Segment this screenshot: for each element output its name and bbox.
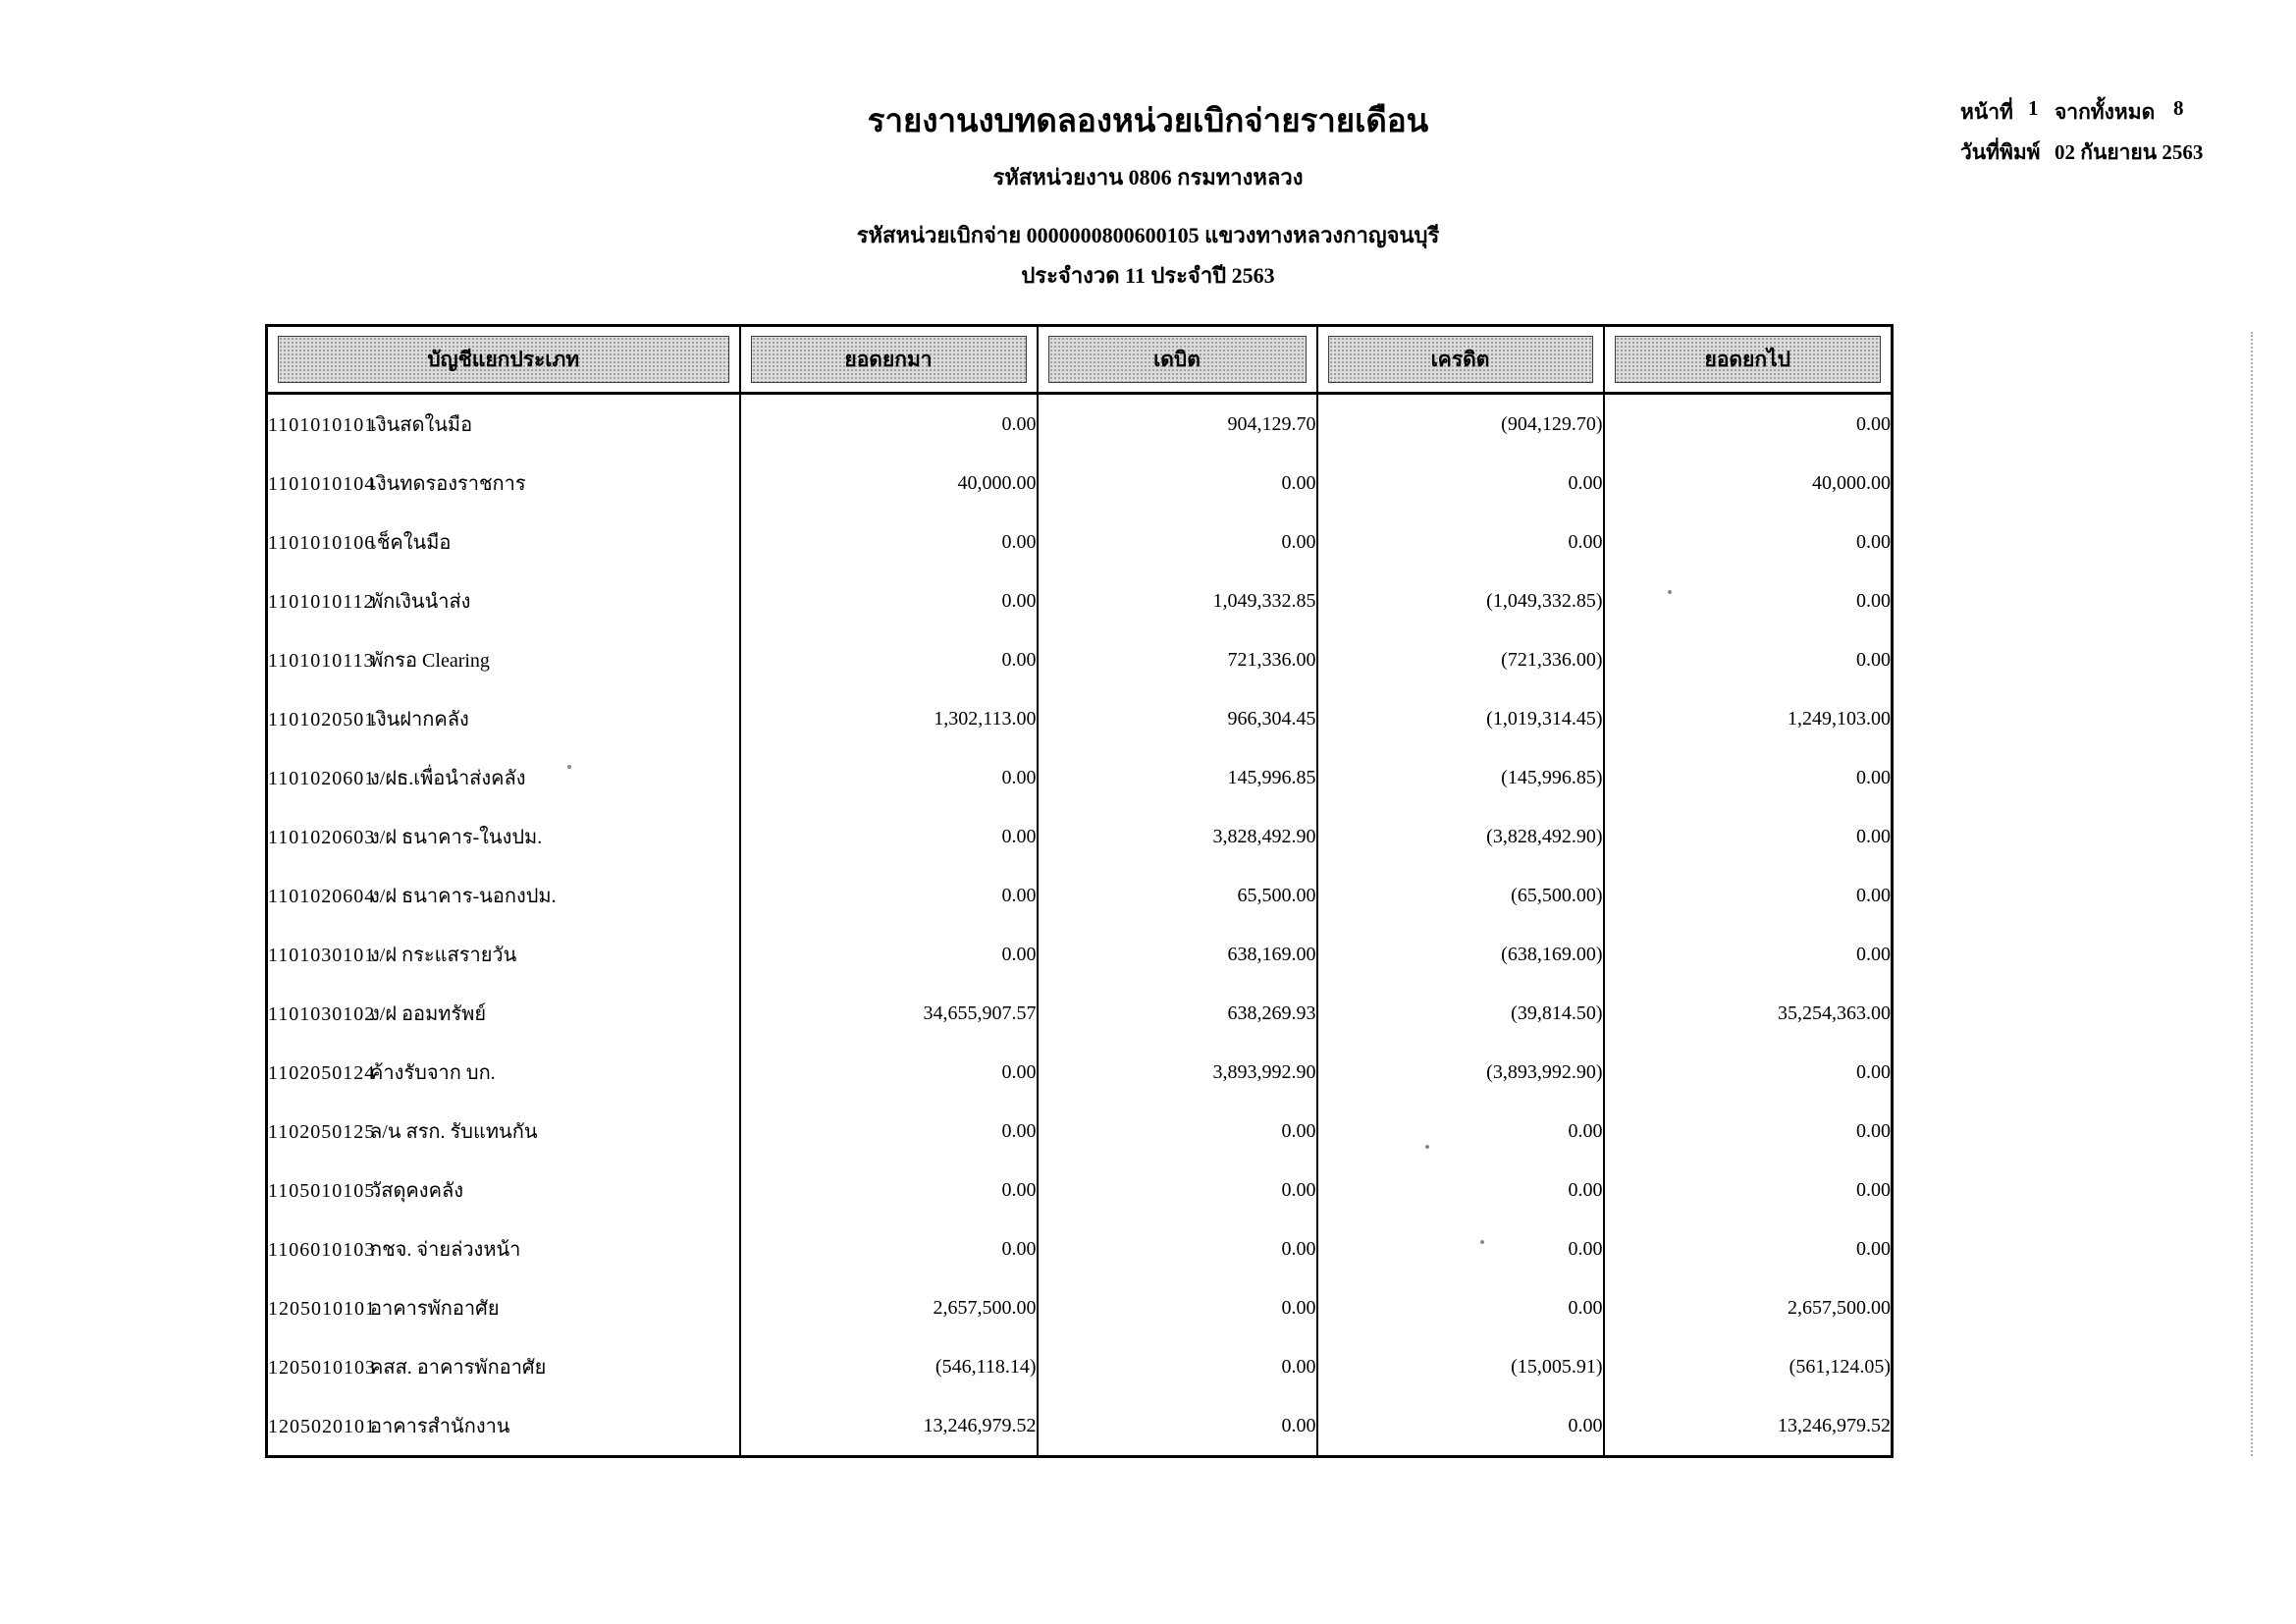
brought-forward-value: 0.00 [740,807,1038,866]
credit-value: (1,019,314.45) [1317,689,1604,748]
brought-forward-value: 13,246,979.52 [740,1396,1038,1457]
account-code: 1101020604 [268,886,376,907]
carried-forward-value: 0.00 [1604,630,1893,689]
account-cell [267,1337,740,1396]
credit-value: (1,049,332.85) [1317,571,1604,630]
debit-value: 1,049,332.85 [1038,571,1317,630]
table-row [267,1337,1893,1396]
brought-forward-value: 2,657,500.00 [740,1278,1038,1337]
table-row [267,807,1893,866]
carried-forward-value: 0.00 [1604,748,1893,807]
brought-forward-value: 0.00 [740,748,1038,807]
carried-forward-value: 0.00 [1604,1102,1893,1161]
carried-forward-value: 0.00 [1604,394,1893,455]
brought-forward-value: 0.00 [740,1043,1038,1102]
header-credit-label: เครดิต [1328,336,1593,383]
table-row [267,394,1893,455]
table-row [267,1278,1893,1337]
brought-forward-value: 0.00 [740,394,1038,455]
table-row [267,571,1893,630]
credit-value: 0.00 [1317,1161,1604,1219]
page-title: รายงานงบทดลองหน่วยเบิกจ่ายรายเดือน [867,104,1429,139]
print-date-label: วันที่พิมพ์ [1960,140,2041,164]
account-code: 1101030101 [268,945,376,966]
account-name: ล/น สรก. รับแทนกัน [370,1121,538,1143]
account-cell [267,807,740,866]
account-cell [267,1278,740,1337]
carried-forward-value: (561,124.05) [1604,1337,1893,1396]
credit-value: (721,336.00) [1317,630,1604,689]
carried-forward-value: 0.00 [1604,571,1893,630]
account-cell [267,513,740,571]
brought-forward-value: 0.00 [740,630,1038,689]
account-cell [267,866,740,925]
header-debit-label: เดบิต [1048,336,1307,383]
debit-value: 0.00 [1038,1161,1317,1219]
credit-value: (145,996.85) [1317,748,1604,807]
debit-value: 638,169.00 [1038,925,1317,984]
account-cell [267,1161,740,1219]
account-cell [267,1219,740,1278]
header-account-label: บัญชีแยกประเภท [278,336,729,383]
carried-forward-value: 0.00 [1604,925,1893,984]
account-code: 1101010104 [268,473,376,495]
account-code: 1101010113 [268,650,375,672]
credit-value: (3,828,492.90) [1317,807,1604,866]
table-row [267,1043,1893,1102]
carried-forward-value: 40,000.00 [1604,454,1893,513]
debit-value: 3,893,992.90 [1038,1043,1317,1102]
agency-code-line: รหัสหน่วยงาน 0806 กรมทางหลวง [992,165,1304,189]
brought-forward-value: 40,000.00 [740,454,1038,513]
account-cell [267,394,740,455]
credit-value: (3,893,992.90) [1317,1043,1604,1102]
debit-value: 0.00 [1038,513,1317,571]
debit-value: 638,269.93 [1038,984,1317,1043]
header-brought-forward [740,326,1038,394]
account-name: พักรอ Clearing [370,650,490,672]
page-number-label: หน้าที่ [1960,100,2013,124]
page-number-value: 1 [2028,96,2039,120]
table-row [267,984,1893,1043]
scan-artifact-line [2251,332,2253,1456]
header-credit [1317,326,1604,394]
brought-forward-value: (546,118.14) [740,1337,1038,1396]
brought-forward-value: 1,302,113.00 [740,689,1038,748]
debit-value: 0.00 [1038,1219,1317,1278]
carried-forward-value: 2,657,500.00 [1604,1278,1893,1337]
header-carried-forward [1604,326,1893,394]
total-pages-value: 8 [2173,96,2184,120]
account-name: ง/ฝ ธนาคาร-นอกงปม. [370,886,557,907]
brought-forward-value: 0.00 [740,513,1038,571]
account-code: 1102050125 [268,1121,376,1143]
credit-value: (65,500.00) [1317,866,1604,925]
account-name: เงินสดในมือ [370,414,473,436]
account-code: 1205010101 [268,1298,376,1320]
account-code: 1101020603 [268,827,376,848]
carried-forward-value: 0.00 [1604,866,1893,925]
scan-speck [1668,590,1672,594]
account-code: 1101010101 [268,414,376,436]
carried-forward-value: 13,246,979.52 [1604,1396,1893,1457]
period-line: ประจำงวด 11 ประจำปี 2563 [1021,263,1275,288]
account-name: อาคารสำนักงาน [370,1416,510,1437]
header-carried-forward-label: ยอดยกไป [1615,336,1882,383]
debit-value: 721,336.00 [1038,630,1317,689]
account-cell [267,1396,740,1457]
table-row [267,1396,1893,1457]
table-row [267,1219,1893,1278]
account-name: ค้างรับจาก บก. [370,1062,496,1084]
table-row [267,513,1893,571]
account-cell [267,454,740,513]
debit-value: 0.00 [1038,1396,1317,1457]
scan-speck [1425,1145,1429,1149]
table-header-row [267,326,1893,394]
account-code: 1205010103 [268,1357,376,1379]
account-name: เงินทดรองราชการ [370,473,526,495]
account-code: 1205020101 [268,1416,376,1437]
carried-forward-value: 0.00 [1604,513,1893,571]
account-name: ง/ฝธ.เพื่อนำส่งคลัง [370,768,526,789]
carried-forward-value: 0.00 [1604,1043,1893,1102]
account-name: อาคารพักอาศัย [370,1298,500,1320]
debit-value: 3,828,492.90 [1038,807,1317,866]
account-code: 1101010112 [268,591,375,613]
carried-forward-value: 0.00 [1604,1161,1893,1219]
disbursing-unit-line: รหัสหน่วยเบิกจ่าย 0000000800600105 แขวงทางหลวงกาญจนบุรี [856,223,1440,247]
account-cell [267,984,740,1043]
brought-forward-value: 0.00 [740,1102,1038,1161]
brought-forward-value: 0.00 [740,866,1038,925]
carried-forward-value: 35,254,363.00 [1604,984,1893,1043]
debit-value: 0.00 [1038,1278,1317,1337]
header-debit [1038,326,1317,394]
header-brought-forward-label: ยอดยกมา [751,336,1027,383]
header-account [267,326,740,394]
account-name: ง/ฝ ออมทรัพย์ [370,1003,487,1025]
account-name: กชจ. จ่ายล่วงหน้า [370,1239,521,1261]
account-code: 1101010106 [268,532,376,554]
account-name: ง/ฝ ธนาคาร-ในงปม. [370,827,543,848]
credit-value: (638,169.00) [1317,925,1604,984]
carried-forward-value: 0.00 [1604,1219,1893,1278]
trial-balance-table [265,324,1894,1458]
account-name: วัสดุคงคลัง [370,1180,463,1202]
account-code: 1105010105 [268,1180,376,1202]
credit-value: (904,129.70) [1317,394,1604,455]
debit-value: 904,129.70 [1038,394,1317,455]
account-cell [267,1043,740,1102]
scan-speck [567,765,571,769]
account-code: 1101020601 [268,768,376,789]
account-cell [267,630,740,689]
account-name: เช็คในมือ [370,532,452,554]
account-cell [267,1102,740,1161]
account-cell [267,571,740,630]
table-row [267,630,1893,689]
brought-forward-value: 34,655,907.57 [740,984,1038,1043]
debit-value: 966,304.45 [1038,689,1317,748]
table-row [267,1102,1893,1161]
table-row [267,866,1893,925]
credit-value: 0.00 [1317,454,1604,513]
scan-speck [1480,1240,1484,1244]
brought-forward-value: 0.00 [740,1161,1038,1219]
credit-value: 0.00 [1317,1396,1604,1457]
total-pages-label: จากทั้งหมด [2055,100,2156,124]
credit-value: 0.00 [1317,1219,1604,1278]
account-cell [267,748,740,807]
table-row [267,925,1893,984]
brought-forward-value: 0.00 [740,925,1038,984]
debit-value: 0.00 [1038,454,1317,513]
table-body [267,394,1893,1457]
account-code: 1101030102 [268,1003,376,1025]
account-code: 1101020501 [268,709,376,731]
debit-value: 0.00 [1038,1102,1317,1161]
carried-forward-value: 0.00 [1604,807,1893,866]
account-cell [267,689,740,748]
credit-value: 0.00 [1317,1102,1604,1161]
debit-value: 145,996.85 [1038,748,1317,807]
brought-forward-value: 0.00 [740,571,1038,630]
table-row [267,1161,1893,1219]
brought-forward-value: 0.00 [740,1219,1038,1278]
credit-value: (39,814.50) [1317,984,1604,1043]
account-code: 1102050124 [268,1062,376,1084]
account-name: คสส. อาคารพักอาศัย [370,1357,547,1379]
account-name: พักเงินนำส่ง [370,591,471,613]
carried-forward-value: 1,249,103.00 [1604,689,1893,748]
account-name: ง/ฝ กระแสรายวัน [370,945,517,966]
credit-value: 0.00 [1317,1278,1604,1337]
table-row [267,689,1893,748]
debit-value: 0.00 [1038,1337,1317,1396]
credit-value: (15,005.91) [1317,1337,1604,1396]
account-cell [267,925,740,984]
account-name: เงินฝากคลัง [370,709,469,731]
credit-value: 0.00 [1317,513,1604,571]
debit-value: 65,500.00 [1038,866,1317,925]
account-code: 1106010103 [268,1239,376,1261]
table-row [267,454,1893,513]
print-date-value: 02 กันยายน 2563 [2055,140,2204,164]
table-row [267,748,1893,807]
